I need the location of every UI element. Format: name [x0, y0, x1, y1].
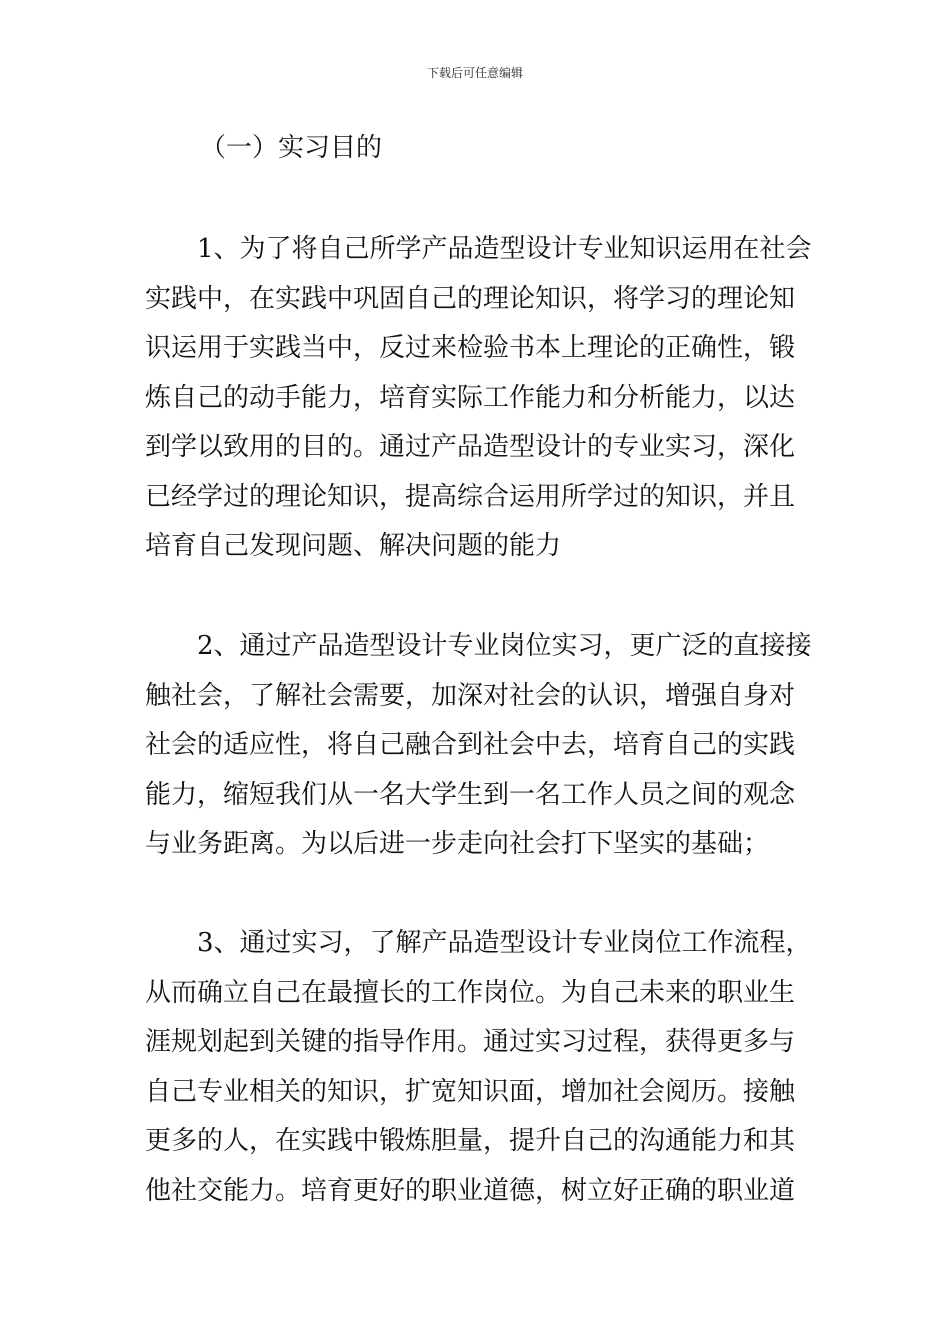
paragraph-3: [145, 919, 825, 1216]
paragraph-line: 3、通过实习，了解产品造型设计专业岗位工作流程，: [197, 928, 812, 958]
paragraph-line: 自己专业相关的知识，扩宽知识面，增加社会阅历。接触: [145, 1076, 796, 1107]
paragraph-2: [145, 622, 825, 870]
section-heading: （一）实习目的: [200, 133, 383, 163]
paragraph-1: [145, 225, 825, 572]
paragraph-line: 识运用于实践当中，反过来检验书本上理论的正确性，锻: [145, 333, 796, 363]
paragraph-line: 炼自己的动手能力，培育实际工作能力和分析能力，以达: [145, 382, 796, 413]
paragraph-line: 1、为了将自己所学产品造型设计专业知识运用在社会: [197, 234, 812, 264]
paragraph-line: 从而确立自己在最擅长的工作岗位。为自己未来的职业生: [145, 977, 796, 1008]
paragraph-line: 触社会，了解社会需要，加深对社会的认识，增强自身对: [145, 680, 796, 711]
paragraph-line: 培育自己发现问题、解决问题的能力: [145, 531, 562, 561]
paragraph-line: 与业务距离。为以后进一步走向社会打下坚实的基础；: [145, 829, 770, 859]
paragraph-line: 社会的适应性，将自己融合到社会中去，培育自己的实践: [145, 730, 796, 760]
paragraph-line: 更多的人，在实践中锻炼胆量，提升自己的沟通能力和其: [145, 1126, 796, 1156]
paragraph-line: 到学以致用的目的。通过产品造型设计的专业实习，深化: [145, 432, 796, 462]
paragraph-line: 已经学过的理论知识，提高综合运用所学过的知识，并且: [145, 481, 796, 512]
paragraph-line: 2、通过产品造型设计专业岗位实习，更广泛的直接接: [197, 631, 812, 661]
paragraph-line: 实践中，在实践中巩固自己的理论知识，将学习的理论知: [145, 283, 796, 314]
paragraph-line: 能力，缩短我们从一名大学生到一名工作人员之间的观念: [145, 779, 796, 810]
paragraph-line: 涯规划起到关键的指导作用。通过实习过程，获得更多与: [145, 1027, 796, 1057]
paragraph-line: 他社交能力。培育更好的职业道德，树立好正确的职业道: [145, 1175, 796, 1206]
header-note: 下载后可任意编辑: [426, 66, 523, 80]
